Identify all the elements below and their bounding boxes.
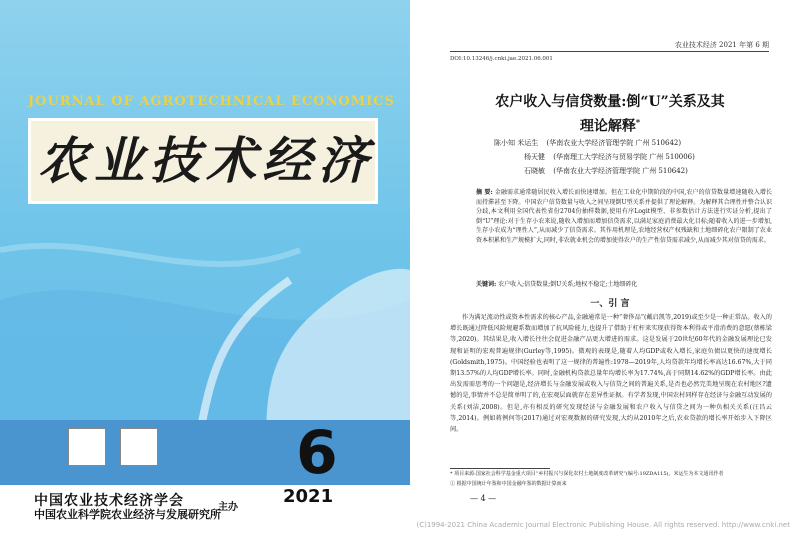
author-names: 石晓敏 <box>524 167 545 175</box>
keywords-label: 关键词: <box>476 281 497 288</box>
author-line <box>524 152 695 162</box>
author-line <box>524 166 688 176</box>
body-paragraph: 作为满足流动性或资本性需求的核心产品,金融通常是一种“奢侈品”(戴启凯等,2019)或至少是一种正常品。收入的增长既通过降低风险规避系数而增加了抗风险能力,也提升了借助于杠杆来实现获得资本利得或平滑消费的意愿(蔡栋梁等,2020)。其结果是,收入增长往往会促进金融产品更大增进的需求。这是发展于20世纪60年代的金融发展理论已发现和证明的宏观普遍规律(Gurley等,1995)。微观的表现是,随着人均GDP或收入增长,家庭负债以更快的速度增长(Goldsmith,1975)。中国经验也表明了这一规律的普遍性:1978—2019年,人均贷款年均增长率高达16.67%,大于同期13.57%的人均GDP增长率。同时,金融机构贷款总量年均增长率为17.74%,高于同期14.62%的GDP增长率。由此出发需需思考的一个问题是,经济增长与金融发展或收入与信贷之间的普遍关系,是否也必然完美地呈现在农村地区?遗憾的是,事情并不总是简单明了的,在宏观层面就存在差异性证据。有学者发现,中国农村同样存在经济与金融互动发展的关系(刘洁,2008)。但是,亦有相反的研究发现经济与金融发展和农户收入与信贷之间为一种负相关关系(汪昌云等,2014)。例如蒋例何等(2017)通过对宏观数据的研究发现,大约从2010年之后,农业贷款的增长率开始步入下降区间。 <box>450 314 772 434</box>
header-rule <box>450 51 769 52</box>
author-names: 陈小知 米运生 <box>494 139 539 147</box>
page-number: — 4 — <box>470 494 497 503</box>
keywords <box>476 280 772 290</box>
keywords-text: 农户收入;信贷数量;倒U关系;地权不稳定;土地细碎化 <box>498 281 638 288</box>
article-title-line-2 <box>450 112 770 137</box>
copyright-notice: (C)1994-2021 China Academic Journal Electronic Publishing House. All rights reserved. http://www.cnki.net <box>416 521 790 529</box>
title-text: 理论解释 <box>579 118 636 135</box>
qr-code-icon <box>120 428 158 466</box>
issue-number: 6 <box>296 418 338 488</box>
article-page <box>410 0 799 554</box>
abstract-text: 金融需求通常随居民收入增长而快速增加。但在工业化中期阶段的中国,农户的信贷数量增速随收入增长而持滞甚至下降。中国农户信贷数量与收入之间呈现倒U型关系并提供了理论解释。为解释其合理性并整合认识分歧,本文利用全国代表性省份2704份抽样数据,使用有序Logit模型、非参数估计方法进行实证分析,提出了倒“U”理论:对于生存小农来说,随收入增加而增加信贷需求,以满足家庭消费最大化目标;随着收入的进一步增加,生存小农成为“理性人”,从而减少了信贷需求。其作用机理是,农地经营权产权残缺和土地细碎化农户限制了农业资本积累和生产规模扩大,同时,非农就业机会的增加使得农户的生产性信贷需求减少,从而减少其对信贷的需求。 <box>476 189 772 244</box>
title-footnote-mark: * <box>635 117 641 127</box>
running-header: 农业技术经济 2021 年第 6 期 <box>674 41 769 49</box>
footnote-funding: * 项目来源:国家社会科学基金重大项目“乡村振兴与深化农村土地制度改革研究”(编号:19ZDA115)。米运生为本文通讯作者 <box>450 471 724 477</box>
host-label: 主办 <box>218 502 238 513</box>
abstract-label: 摘 要: <box>476 189 493 196</box>
journal-title-english: JOURNAL OF AGROTECHNICAL ECONOMICS <box>28 94 395 109</box>
abstract <box>476 188 772 274</box>
author-affiliation: (华南理工大学经济与贸易学院 广州 510006) <box>553 153 695 161</box>
author-line <box>494 138 681 148</box>
doi: DOI:10.13246/j.cnki.jae.2021.06.001 <box>450 56 553 62</box>
section-heading: 一、引 言 <box>590 299 630 309</box>
publisher-name: 中国农业技术经济学会 <box>34 493 184 509</box>
author-affiliation: (华南农业大学经济管理学院 广州 510642) <box>553 167 688 175</box>
footnote-source: ① 根据中国统计年鉴和中国金融年鉴的数据计算而来 <box>450 481 567 487</box>
publisher-institute: 中国农业科学院农业经济与发展研究所 <box>34 508 221 521</box>
article-title-line-1: 农户收入与信贷数量:倒“U”关系及其 <box>495 94 725 110</box>
author-affiliation: (华南农业大学经济管理学院 广州 510642) <box>546 139 682 147</box>
author-names: 杨天健 <box>524 153 545 161</box>
footnote-rule <box>450 468 550 469</box>
issue-year: 2021 <box>283 486 334 507</box>
journal-title-chinese: 农业技术经济 <box>38 131 374 190</box>
qr-code-icon <box>68 428 106 466</box>
